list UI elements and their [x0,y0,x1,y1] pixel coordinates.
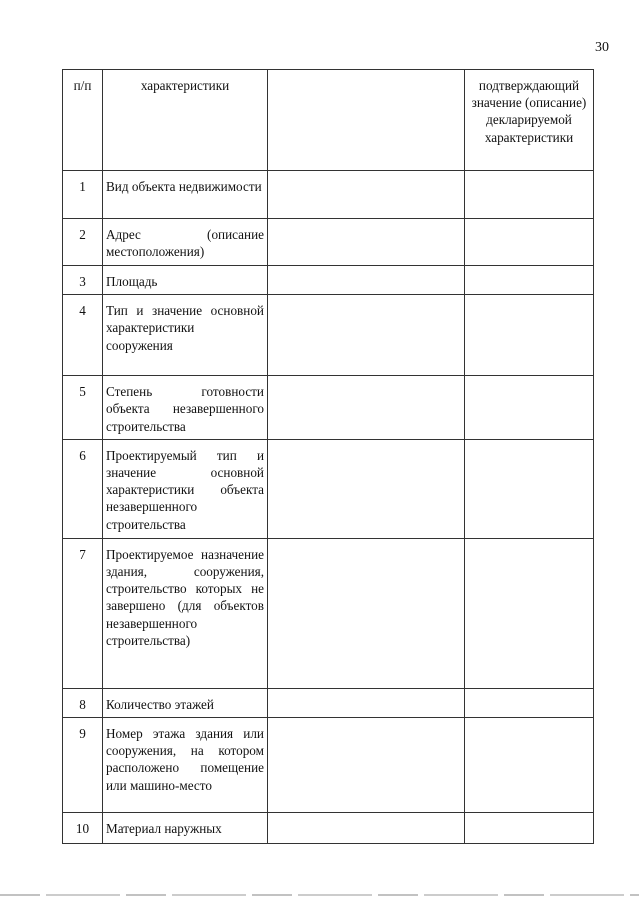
row-value-cell [268,171,465,219]
row-number: 9 [63,718,103,813]
page-number: 30 [595,40,609,55]
row-number: 1 [63,171,103,219]
header-confirming: подтверждающий значение (описание) декларируемой характеристики [465,70,594,171]
table-row [63,266,594,295]
header-characteristics: характеристики [103,70,268,171]
header-number: п/п [63,70,103,171]
row-confirm-cell [465,718,594,813]
table-row [63,295,594,376]
row-number: 5 [63,376,103,440]
row-characteristic: Материал наружных [103,813,268,844]
row-value-cell [268,295,465,376]
row-confirm-cell [465,688,594,717]
row-confirm-cell [465,266,594,295]
row-value-cell [268,718,465,813]
table-row [63,813,594,844]
row-number: 10 [63,813,103,844]
row-confirm-cell [465,376,594,440]
row-characteristic: Степень готовности объекта незавершенного строительства [103,376,268,440]
row-value-cell [268,376,465,440]
table-row [63,439,594,538]
row-value-cell [268,439,465,538]
table-header-row [63,70,594,171]
row-confirm-cell [465,439,594,538]
row-value-cell [268,538,465,688]
row-confirm-cell [465,813,594,844]
characteristics-table [62,69,594,844]
row-characteristic: Адрес (описание местоположения) [103,219,268,266]
row-characteristic: Площадь [103,266,268,295]
row-characteristic: Количество этажей [103,688,268,717]
header-value [268,70,465,171]
row-confirm-cell [465,538,594,688]
row-value-cell [268,219,465,266]
row-number: 4 [63,295,103,376]
row-number: 3 [63,266,103,295]
row-confirm-cell [465,171,594,219]
row-characteristic: Тип и значение основной характеристики сооружения [103,295,268,376]
row-number: 6 [63,439,103,538]
table-row [63,718,594,813]
table-row [63,376,594,440]
table-row [63,688,594,717]
row-number: 7 [63,538,103,688]
scan-edge-line [0,894,639,896]
table-row [63,538,594,688]
row-characteristic: Проектируемый тип и значение основной характеристики объекта незавершенного строительства [103,439,268,538]
row-confirm-cell [465,219,594,266]
row-value-cell [268,813,465,844]
row-value-cell [268,688,465,717]
table-row [63,171,594,219]
row-value-cell [268,266,465,295]
row-characteristic: Вид объекта недвижимости [103,171,268,219]
row-number: 2 [63,219,103,266]
row-confirm-cell [465,295,594,376]
table-row [63,219,594,266]
row-characteristic: Номер этажа здания или сооружения, на котором расположено помещение или машино-место [103,718,268,813]
row-number: 8 [63,688,103,717]
row-characteristic: Проектируемое назначение здания, сооружения, строительство которых не завершено (для объектов незавершенного строительства) [103,538,268,688]
